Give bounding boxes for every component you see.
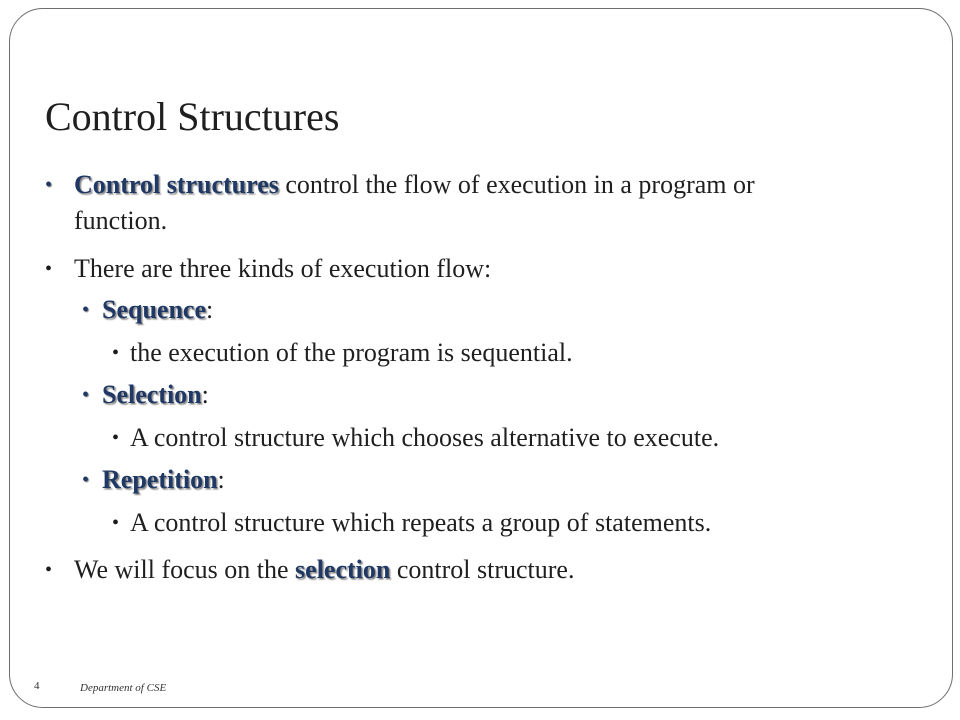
subsub-repetition-desc: A control structure which repeats a group of statements. (130, 508, 712, 537)
bullet-marker: • (112, 342, 120, 364)
bullet-marker: • (45, 559, 53, 581)
keyword-control-structures: Control structures (74, 170, 279, 199)
bullet-marker: • (112, 512, 120, 534)
bullet-focus-selection: We will focus on the selection control structure. (74, 555, 575, 584)
bullet-marker: • (45, 258, 53, 280)
keyword-sequence: Sequence (102, 295, 206, 324)
keyword-selection: Selection (102, 380, 202, 409)
footer-department: Department of CSE (80, 682, 167, 694)
slide-frame (9, 8, 953, 708)
bullet-kinds-of-flow: There are three kinds of execution flow: (74, 254, 492, 283)
bullet-control-structures (74, 167, 934, 203)
slide-title: Control Structures (45, 94, 340, 139)
page-number: 4 (34, 680, 40, 692)
bullet-text: control the flow of execution in a program or (278, 170, 755, 199)
keyword-selection-focus: selection (295, 555, 391, 584)
subbullet-selection: Selection: (102, 380, 209, 409)
subbullet-repetition: Repetition: (102, 465, 225, 494)
bullet-marker: • (82, 384, 90, 406)
bullet-marker: • (112, 427, 120, 449)
bullet-marker: • (45, 174, 53, 196)
bullet-marker: • (82, 469, 90, 491)
subsub-sequence-desc: the execution of the program is sequential. (130, 338, 573, 367)
keyword-repetition: Repetition (102, 465, 218, 494)
subsub-selection-desc: A control structure which chooses alternative to execute. (130, 423, 720, 452)
bullet-continuation: function. (74, 206, 168, 235)
bullet-marker: • (82, 299, 90, 321)
subbullet-sequence: Sequence: (102, 295, 214, 324)
